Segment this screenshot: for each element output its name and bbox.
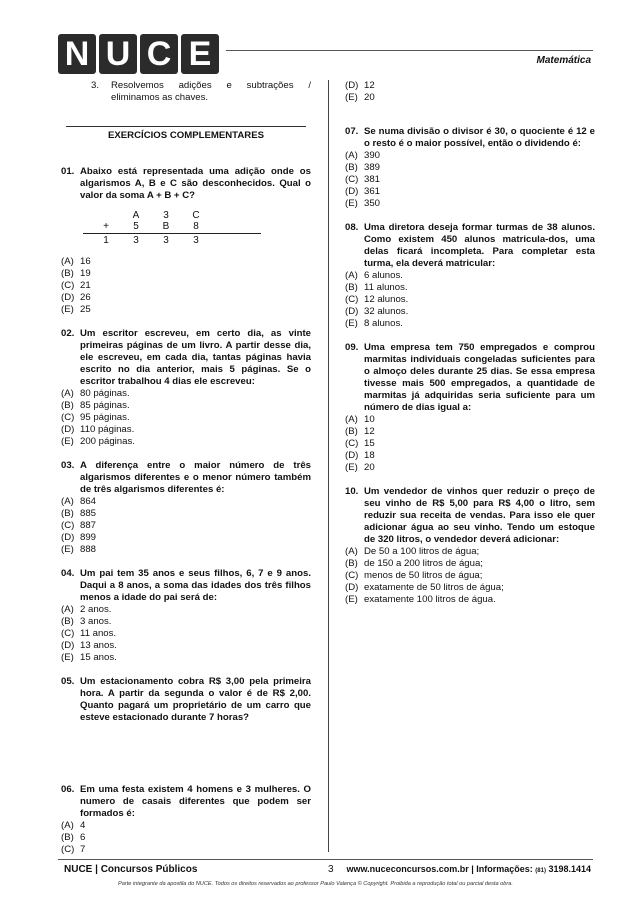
logo-letter: C — [140, 34, 178, 74]
option: (E) 350 — [345, 198, 381, 209]
option: (E) 15 anos. — [61, 652, 117, 663]
nuce-logo — [58, 34, 224, 74]
option: (D) 899 — [61, 532, 97, 543]
right-column — [345, 80, 595, 618]
question-03 — [61, 460, 311, 556]
option: (D) 110 páginas. — [61, 424, 135, 435]
question-05 — [61, 676, 311, 724]
option: (B) 19 — [61, 268, 91, 279]
option: (D) 13 anos. — [61, 640, 117, 651]
sum-cell: 8 — [193, 221, 199, 232]
question-text: Um estacionamento cobra R$ 3,00 pela primeira hora. A partir da segunda o valor é de R$ 2,00. Quanto pagará um proprietário de um carro que esteve estacionado durante 7 horas? — [80, 676, 311, 723]
option: (E) 20 — [345, 92, 375, 103]
footer-brand: NUCE | Concursos Públicos — [64, 864, 198, 875]
sum-cell: 5 — [133, 221, 139, 232]
option: (B) de 150 a 200 litros de água; — [345, 558, 483, 569]
option: (E) 888 — [61, 544, 97, 555]
option: (B) 11 alunos. — [345, 282, 408, 293]
option: (A) 16 — [61, 256, 91, 267]
option: (E) 200 páginas. — [61, 436, 135, 447]
question-01 — [61, 166, 311, 316]
question-text: Um vendedor de vinhos quer reduzir o preço de seu vinho de R$ 5,00 para R$ 4,00 o litro, sem reduzir sua receita de vendas. Para isso ele quer adicionar água ao seu vinho. Tendo um estoque de 320 litros, o vendedor deverá adicionar: — [364, 486, 595, 545]
option: (C) 12 alunos. — [345, 294, 409, 305]
column-divider — [328, 80, 329, 852]
question-text: Uma diretora deseja formar turmas de 38 alunos. Como existem 450 alunos matricula-dos, uma delas ficará incompleta. Para completar esta turma, ela deverá matricular: — [364, 222, 595, 269]
question-number: 08. — [345, 222, 359, 233]
option: (D) 32 alunos. — [345, 306, 409, 317]
option: (B) 3 anos. — [61, 616, 112, 627]
option: (C) 11 anos. — [61, 628, 117, 639]
question-number: 07. — [345, 126, 359, 137]
footer-phone: 3198.1414 — [548, 864, 591, 874]
option: (C) 381 — [345, 174, 381, 185]
sum-cell: 3 — [133, 235, 139, 246]
sum-cell: C — [192, 210, 200, 221]
question-08 — [345, 222, 595, 330]
option: (C) 887 — [61, 520, 97, 531]
question-number: 05. — [61, 676, 75, 687]
option: (C) menos de 50 litros de água; — [345, 570, 483, 581]
option: (A) 6 alunos. — [345, 270, 403, 281]
question-text: Em uma festa existem 4 homens e 3 mulheres. O numero de casais diferentes que podem ser formados é: — [80, 784, 311, 819]
question-text: Abaixo está representada uma adição onde os algarismos A, B e C são desconhecidos. Qual o valor da soma A + B + C? — [80, 166, 311, 201]
page-number: 3 — [328, 864, 334, 875]
sum-cell: B — [162, 221, 170, 232]
option: (E) exatamente 100 litros de água. — [345, 594, 496, 605]
question-09 — [345, 342, 595, 474]
sum-cell: 3 — [163, 235, 169, 246]
option: (C) 15 — [345, 438, 375, 449]
copyright-notice: Parte integrante da apostila do NUCE. Todos os direitos reservados ao professor Paulo Valença © Copyright. Proibida a reprodução total ou parcial desta obra. — [118, 881, 513, 887]
option: (E) 25 — [61, 304, 91, 315]
question-text: Um escritor escreveu, em certo dia, as vinte primeiras páginas de um livro. A partir desse dia, ele escreveu, em cada dia, tantas páginas havia escrito no dia anterior, mais 5 páginas. Se o escritor trabalhou 4 dias ele escreveu: — [80, 328, 311, 387]
footer-ddd: (81) — [535, 868, 546, 874]
sum-rule — [83, 233, 261, 234]
option: (A) 10 — [345, 414, 375, 425]
question-number: 09. — [345, 342, 359, 353]
logo-letter: N — [58, 34, 96, 74]
option: (A) 864 — [61, 496, 97, 507]
footer-rule — [58, 859, 593, 860]
footer-contact — [347, 864, 591, 874]
option: (D) 361 — [345, 186, 381, 197]
question-number: 04. — [61, 568, 75, 579]
question-06-continued — [345, 80, 595, 104]
note-item — [61, 80, 311, 104]
footer-site: www.nuceconcursos.com.br | Informações: — [346, 864, 533, 874]
option: (B) 6 — [61, 832, 86, 843]
question-number: 03. — [61, 460, 75, 471]
option: (A) 4 — [61, 820, 86, 831]
sum-cell: 3 — [193, 235, 199, 246]
question-text: Um pai tem 35 anos e seus filhos, 6, 7 e 9 anos. Daqui a 8 anos, a soma das idades dos três filhos menos a idade do pai será de: — [80, 568, 311, 603]
question-02 — [61, 328, 311, 448]
sum-cell: + — [103, 221, 109, 232]
logo-letter: E — [181, 34, 219, 74]
option: (D) 26 — [61, 292, 91, 303]
question-10 — [345, 486, 595, 606]
sum-cell: A — [132, 210, 140, 221]
option: (C) 7 — [61, 844, 86, 855]
logo-letter: U — [99, 34, 137, 74]
option: (D) 18 — [345, 450, 375, 461]
question-text: A diferença entre o maior número de três algarismos diferentes e o menor número também de três algarismos diferentes é: — [80, 460, 311, 495]
option: (C) 95 páginas. — [61, 412, 130, 423]
option: (B) 389 — [345, 162, 381, 173]
header-rule — [226, 50, 593, 51]
question-04 — [61, 568, 311, 664]
question-text: Se numa divisão o divisor é 30, o quociente é 12 e o resto é o maior possível, então o dividendo é: — [364, 126, 595, 149]
sum-cell: 3 — [163, 210, 169, 221]
question-06 — [61, 784, 311, 856]
sum-cell: 1 — [103, 235, 109, 246]
question-number: 02. — [61, 328, 75, 339]
option: (B) 12 — [345, 426, 375, 437]
subject-title: Matemática — [536, 55, 591, 66]
section-title: EXERCÍCIOS COMPLEMENTARES — [66, 126, 306, 142]
note-number: 3. — [91, 80, 100, 91]
question-07 — [345, 126, 595, 210]
question-number: 01. — [61, 166, 75, 177]
option: (A) 80 páginas. — [61, 388, 130, 399]
option: (B) 885 — [61, 508, 97, 519]
option: (A) 2 anos. — [61, 604, 112, 615]
option: (D) 12 — [345, 80, 375, 91]
option: (B) 85 páginas. — [61, 400, 130, 411]
question-text: Uma empresa tem 750 empregados e comprou marmitas individuais congeladas suficientes para o almoço deles durante 25 dias. Se essa empresa tivesse mais 500 empregados, a quantidade de marmitas já adquiridas seria suficiente para um número de dias igual a: — [364, 342, 595, 413]
question-number: 10. — [345, 486, 359, 497]
option: (E) 20 — [345, 462, 375, 473]
option: (A) De 50 a 100 litros de água; — [345, 546, 480, 557]
option: (D) exatamente de 50 litros de água; — [345, 582, 504, 593]
option: (E) 8 alunos. — [345, 318, 403, 329]
question-number: 06. — [61, 784, 75, 795]
note-text: Resolvemos adições e subtrações / eliminamos as chaves. — [111, 80, 311, 103]
option: (C) 21 — [61, 280, 91, 291]
left-column — [61, 80, 311, 868]
addition-figure — [61, 208, 311, 248]
option: (A) 390 — [345, 150, 381, 161]
